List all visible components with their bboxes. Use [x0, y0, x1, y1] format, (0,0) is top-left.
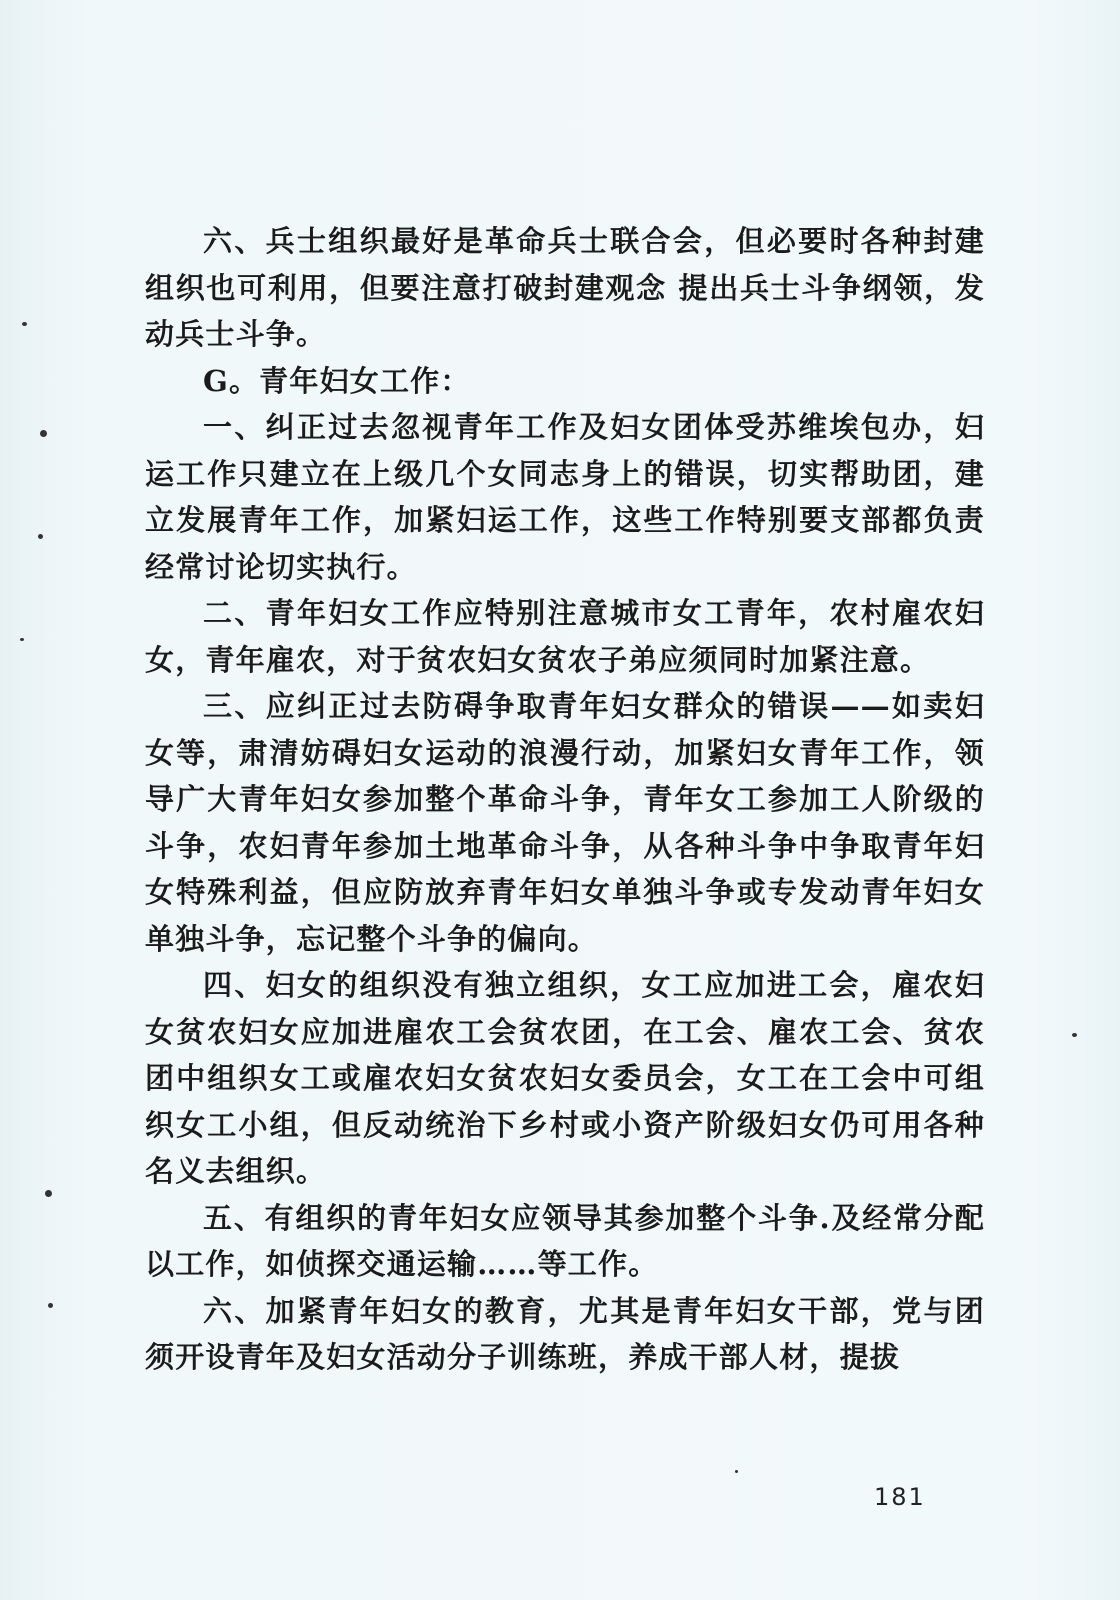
paragraph-item-5: 五、有组织的青年妇女应领导其参加整个斗争.及经常分配以工作，如侦探交通运输……等工作。 — [145, 1200, 985, 1281]
paragraph-item-3: 三、应纠正过去防碍争取青年妇女群众的错误——如卖妇女等，肃清妨碍妇女运动的浪漫行动，加紧妇女青年工作，领导广大青年妇女参加整个革命斗争，青年女工参加工人阶级的斗争，农妇青年参加土地革命斗争，从各种斗争中争取青年妇女特殊利益，但应防放弃青年妇女单独斗争或专发动青年妇女单独斗争，忘记整个斗争的偏向。 — [145, 689, 985, 956]
body-text — [145, 218, 985, 1381]
paragraph-item-4: 四、妇女的组织没有独立组织，女工应加进工会，雇农妇女贫农妇女应加进雇农工会贫农团，在工会、雇农工会、贫农团中组织女工或雇农妇女贫农妇女委员会，女工在工会中可组织女工小组，但反动统治下乡村或小资产阶级妇女仍可用各种名义去组织。 — [145, 968, 985, 1188]
scan-speck — [38, 534, 43, 539]
paragraph-item-6: 六、加紧青年妇女的教育，尤其是青年妇女干部，党与团须开设青年及妇女活动分子训练班，养成干部人材，提拔 — [145, 1293, 985, 1374]
scan-speck — [40, 430, 47, 437]
scan-speck — [20, 638, 24, 641]
page-number: 181 — [874, 1483, 926, 1511]
paragraph-item-2: 二、青年妇女工作应特别注意城市女工青年，农村雇农妇女，青年雇农，对于贫农妇女贫农子弟应须同时加紧注意。 — [145, 596, 985, 677]
section-heading-youth-women: G。青年妇女工作： — [203, 363, 471, 398]
scan-speck — [735, 1470, 738, 1473]
paragraph-item-1: 一、纠正过去忽视青年工作及妇女团体受苏维埃包办，妇运工作只建立在上级几个女同志身上的错误，切实帮助团，建立发展青年工作，加紧妇运工作，这些工作特别要支部都负责经常讨论切实执行。 — [145, 410, 985, 584]
scan-speck — [1072, 1033, 1077, 1037]
paragraph-soldier-organization: 六、兵士组织最好是革命兵士联合会，但必要时各种封建组织也可利用，但要注意打破封建观念 提出兵士斗争纲领，发动兵士斗争。 — [145, 224, 985, 351]
scan-speck — [22, 322, 27, 326]
scan-speck — [45, 1190, 52, 1197]
scan-speck — [48, 1303, 53, 1308]
